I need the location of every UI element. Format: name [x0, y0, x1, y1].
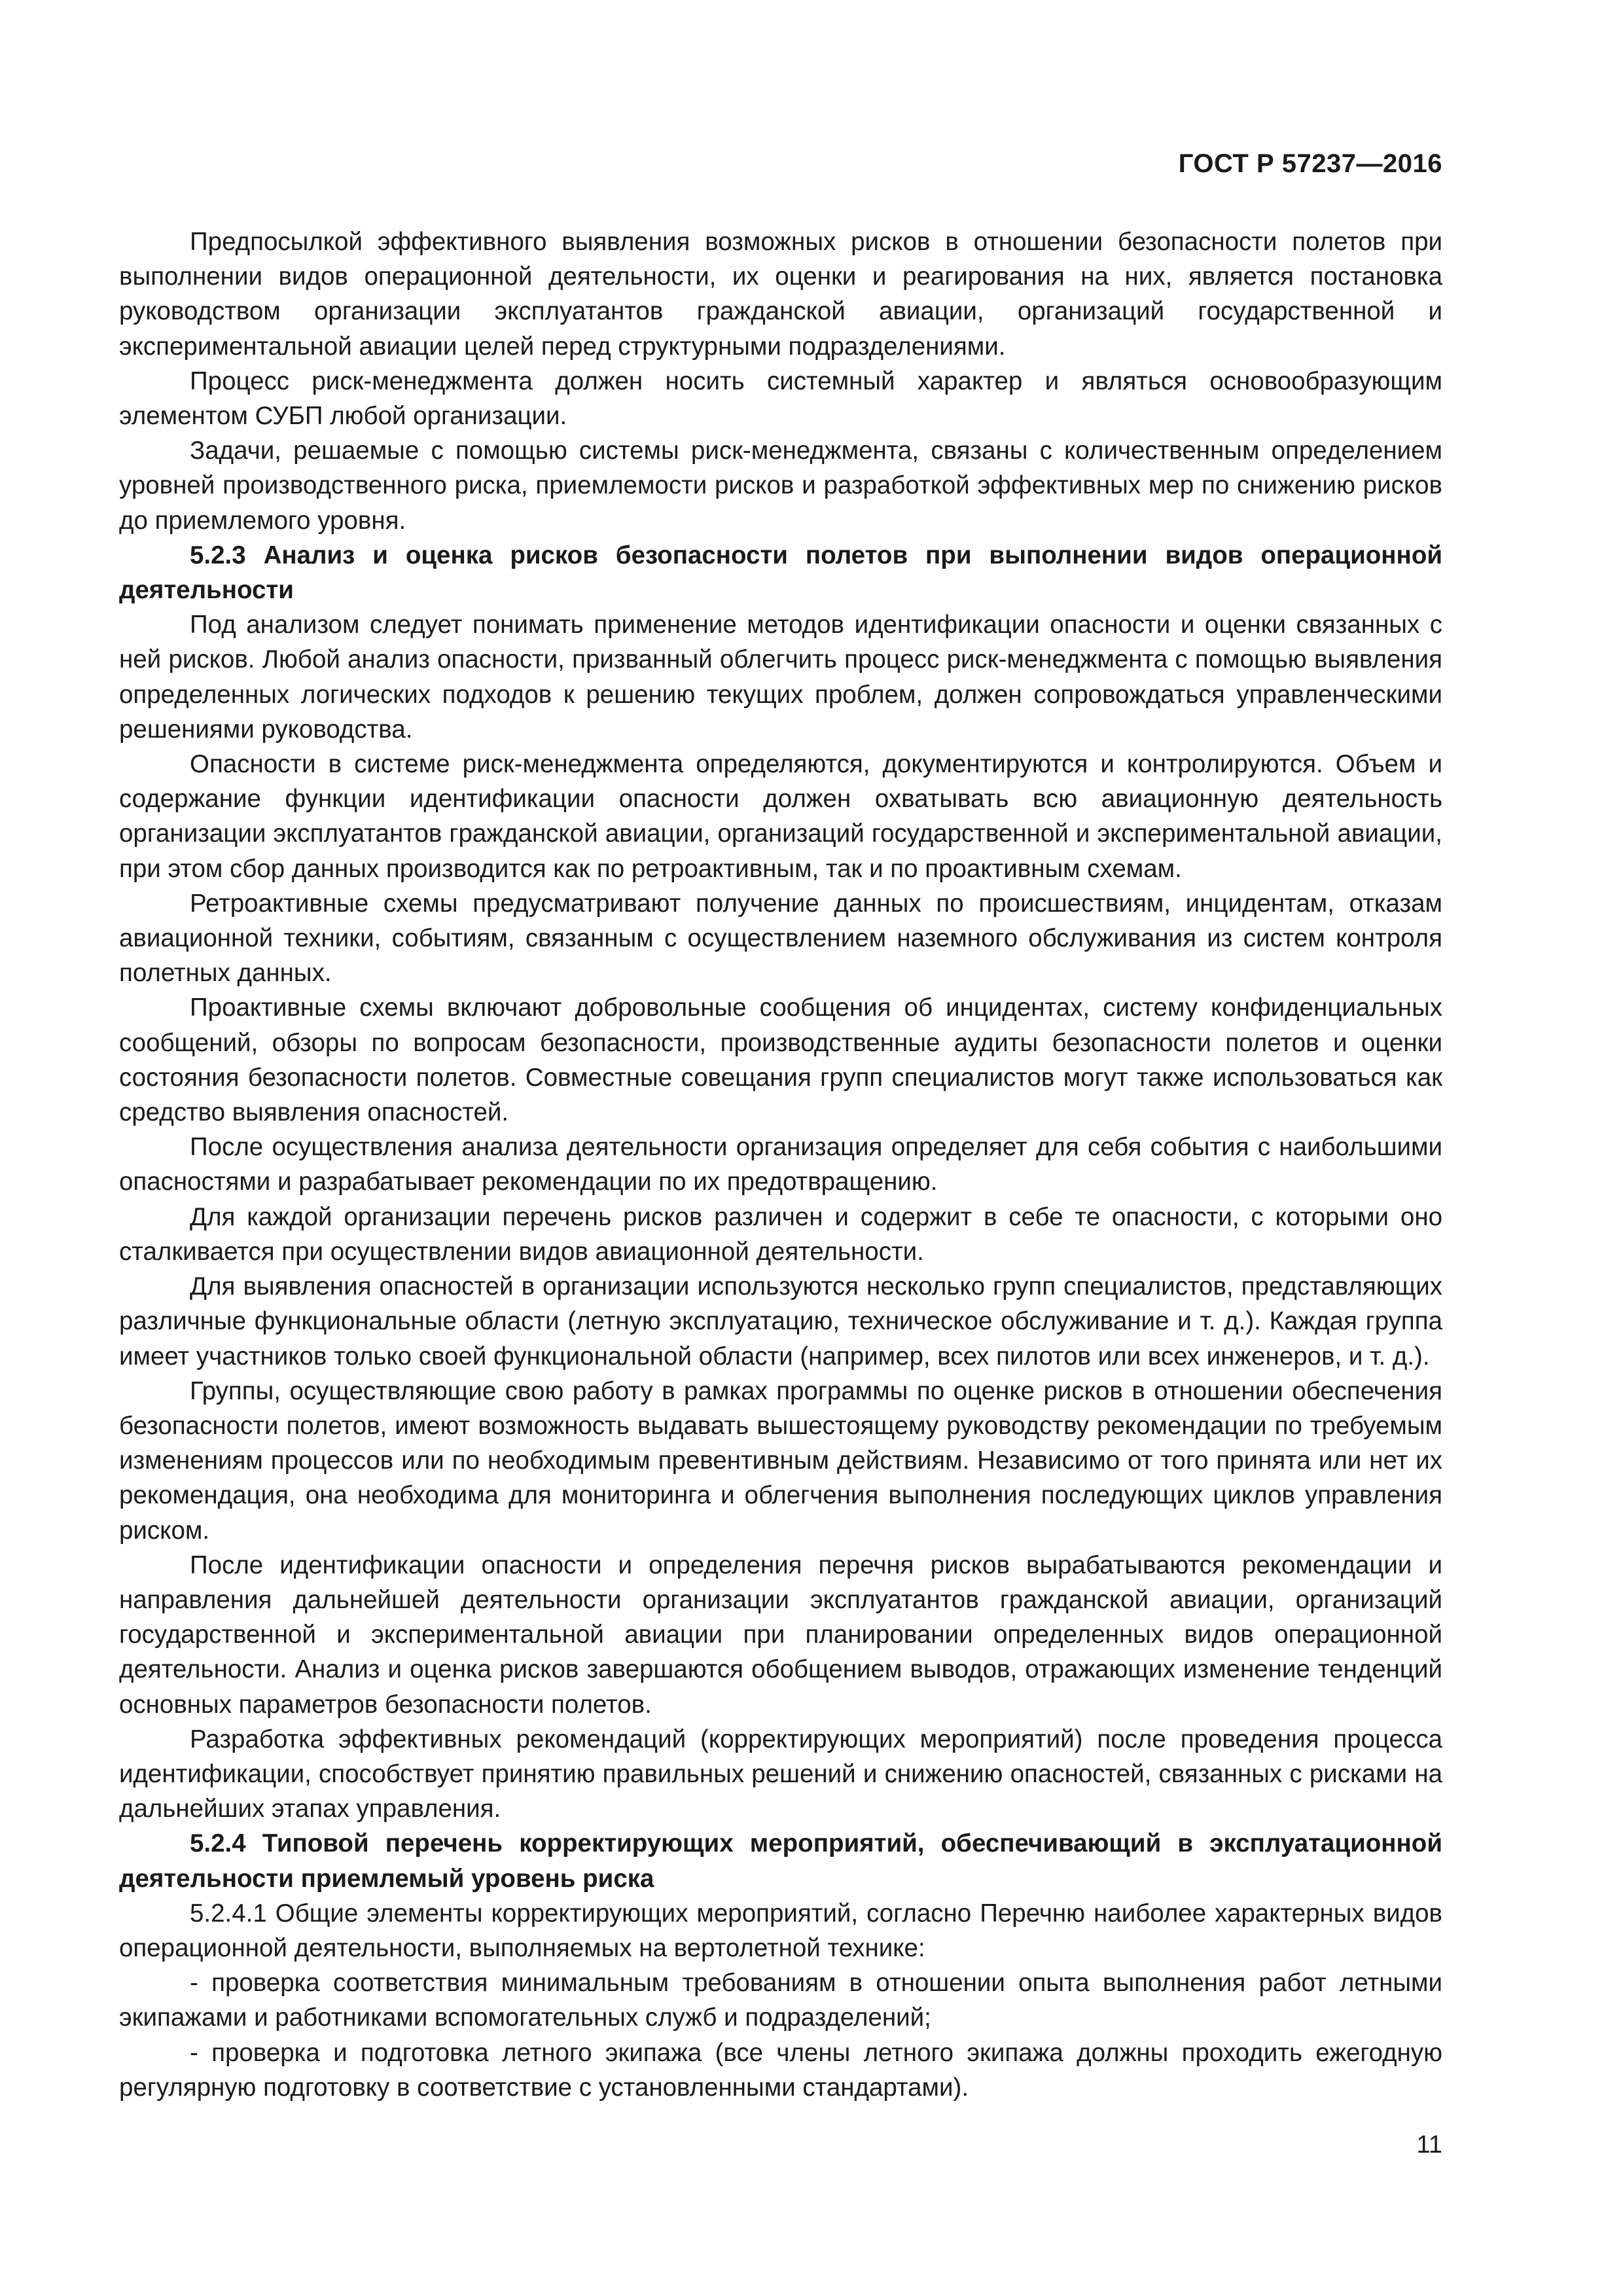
section-heading-5-2-3: 5.2.3 Анализ и оценка рисков безопасности полетов при выполнении видов операционной деятельности	[119, 541, 1442, 605]
paragraph: После идентификации опасности и определения перечня рисков вырабатываются рекомендации и направления дальнейшей деятельности организации эксплуатантов гражданской авиации, организаций государственной и экспериментальной авиации при планировании определенных видов операционной деятельности. Анализ и оценка рисков завершаются обобщением выводов, отражающих изменение тенденций основных параметров безопасности полетов.	[119, 1551, 1442, 1719]
paragraph: Опасности в системе риск-менеджмента определяются, документируются и контролируются. Объем и содержание функции идентификации опасности должен охватывать всю авиационную деятельность организации эксплуатантов гражданской авиации, организаций государственной и экспериментальной авиации, при этом сбор данных производится как по ретроактивным, так и по проактивным схемам.	[119, 750, 1442, 883]
paragraph: Группы, осуществляющие свою работу в рамках программы по оценке рисков в отношении обеспечения безопасности полетов, имеют возможность выдавать вышестоящему руководству рекомендации по требуемым изменениям процессов или по необходимым превентивным действиям. Независимо от того принята или нет их рекомендация, она необходима для мониторинга и облегчения выполнения последующих циклов управления риском.	[119, 1376, 1442, 1545]
list-item: - проверка соответствия минимальным требованиям в отношении опыта выполнения работ летными экипажами и работниками вспомогательных служб и подразделений;	[119, 1969, 1442, 2032]
paragraph: 5.2.4.1 Общие элементы корректирующих мероприятий, согласно Перечню наиболее характерных видов операционной деятельности, выполняемых на вертолетной технике:	[119, 1899, 1442, 1962]
list-item: - проверка и подготовка летного экипажа (все члены летного экипажа должны проходить ежегодную регулярную подготовку в соответствие с установленными стандартами).	[119, 2038, 1442, 2102]
paragraph: Разработка эффективных рекомендаций (корректирующих мероприятий) после проведения процесса идентификации, способствует принятию правильных решений и снижению опасностей, связанных с рисками на дальнейших этапах управления.	[119, 1725, 1442, 1823]
standard-id-header: ГОСТ Р 57237—2016	[1178, 149, 1442, 178]
paragraph: Для выявления опасностей в организации используются несколько групп специалистов, представляющих различные функциональные области (летную эксплуатацию, техническое обслуживание и т. д.). Каждая группа имеет участников только своей функциональной области (например, всех пилотов или всех инженеров, и т. д.).	[119, 1272, 1442, 1371]
paragraph: Для каждой организации перечень рисков различен и содержит в себе те опасности, с которыми оно сталкивается при осуществлении видов авиационной деятельности.	[119, 1202, 1442, 1266]
page-number: 11	[1416, 2131, 1442, 2159]
paragraph: Ретроактивные схемы предусматривают получение данных по происшествиям, инцидентам, отказам авиационной техники, событиям, связанным с осуществлением наземного обслуживания из систем контроля полетных данных.	[119, 889, 1442, 988]
paragraph: Под анализом следует понимать применение методов идентификации опасности и оценки связанных с ней рисков. Любой анализ опасности, призванный облегчить процесс риск-менеджмента с помощью выявления определенных логических подходов к решению текущих проблем, должен сопровождаться управленческими решениями руководства.	[119, 611, 1442, 744]
paragraph: Проактивные схемы включают добровольные сообщения об инцидентах, систему конфиденциальных сообщений, обзоры по вопросам безопасности, производственные аудиты безопасности полетов и оценки состояния безопасности полетов. Совместные совещания групп специалистов могут также использоваться как средство выявления опасностей.	[119, 994, 1442, 1127]
document-body	[119, 224, 1442, 2105]
paragraph: После осуществления анализа деятельности организация определяет для себя события с наибольшими опасностями и разрабатывает рекомендации по их предотвращению.	[119, 1133, 1442, 1196]
section-heading-5-2-4: 5.2.4 Типовой перечень корректирующих мероприятий, обеспечивающий в эксплуатационной деятельности приемлемый уровень риска	[119, 1829, 1442, 1893]
document-page	[119, 0, 1442, 2296]
paragraph: Процесс риск-менеджмента должен носить системный характер и являться основообразующим элементом СУБП любой организации.	[119, 367, 1442, 431]
paragraph: Предпосылкой эффективного выявления возможных рисков в отношении безопасности полетов при выполнении видов операционной деятельности, их оценки и реагирования на них, является постановка руководством организации эксплуатантов гражданской авиации, организаций государственной и экспериментальной авиации целей перед структурными подразделениями.	[119, 228, 1442, 361]
paragraph: Задачи, решаемые с помощью системы риск-менеджмента, связаны с количественным определением уровней производственного риска, приемлемости рисков и разработкой эффективных мер по снижению рисков до приемлемого уровня.	[119, 437, 1442, 535]
